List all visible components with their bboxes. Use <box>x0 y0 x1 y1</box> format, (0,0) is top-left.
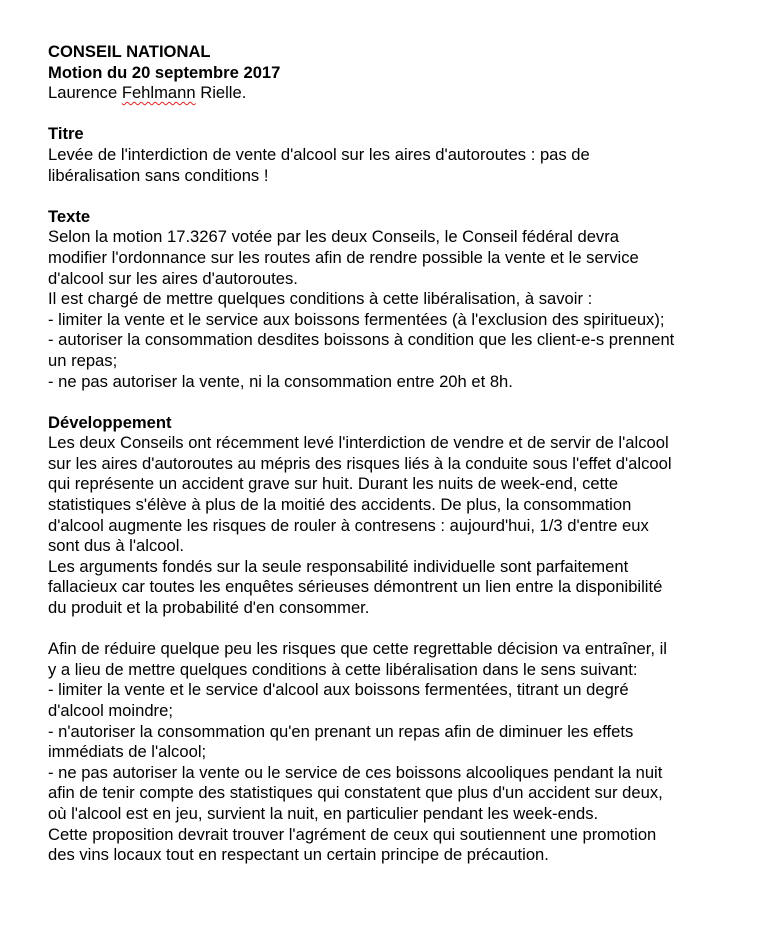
author-last-name: Rielle. <box>195 83 247 103</box>
spacer <box>48 104 748 125</box>
texte-line: - autoriser la consommation desdites boissons à condition que les client-e-s prennent <box>48 330 675 350</box>
titre-line: Levée de l'interdiction de vente d'alcool sur les aires d'autoroutes : pas de <box>48 144 590 164</box>
texte-line: modifier l'ordonnance sur les routes afin de rendre possible la vente et le service <box>48 247 639 267</box>
council-heading: CONSEIL NATIONAL <box>48 42 211 61</box>
texte-line: Il est chargé de mettre quelques conditions à cette libéralisation, à savoir : <box>48 289 593 309</box>
developpement-line: - n'autoriser la consommation qu'en prenant un repas afin de diminuer les effets <box>48 721 634 741</box>
texte-line: Selon la motion 17.3267 votée par les deux Conseils, le Conseil fédéral devra <box>48 227 619 247</box>
developpement-line: Afin de réduire quelque peu les risques que cette regrettable décision va entraîner, il <box>48 639 667 659</box>
spacer <box>48 619 748 640</box>
developpement-line: - ne pas autoriser la vente ou le service de ces boissons alcooliques pendant la nuit <box>48 762 663 782</box>
author-surname-misspelled: Fehlmann <box>121 83 196 103</box>
developpement-line: - limiter la vente et le service d'alcool aux boissons fermentées, titrant un degré <box>48 680 629 700</box>
section-heading-titre: Titre <box>48 124 84 144</box>
author-line <box>48 83 748 104</box>
motion-date: Motion du 20 septembre 2017 <box>48 62 281 82</box>
section-texte <box>48 207 748 392</box>
section-developpement <box>48 413 748 866</box>
developpement-line: sur les aires d'autoroutes au mépris des risques liés à la conduite sous l'effet d'alcool <box>48 453 672 473</box>
spacer <box>48 186 748 207</box>
titre-line: libéralisation sans conditions ! <box>48 165 269 185</box>
texte-line: - limiter la vente et le service aux boissons fermentées (à l'exclusion des spiritueux); <box>48 309 665 329</box>
developpement-line: Les deux Conseils ont récemment levé l'interdiction de vendre et de servir de l'alcool <box>48 433 669 453</box>
developpement-line: où l'alcool est en jeu, survient la nuit, en particulier pendant les week-ends. <box>48 803 599 823</box>
section-titre <box>48 124 748 186</box>
section-heading-developpement: Développement <box>48 412 172 432</box>
spacer <box>48 392 748 413</box>
developpement-line: Les arguments fondés sur la seule responsabilité individuelle sont parfaitement <box>48 556 629 576</box>
developpement-line: fallacieux car toutes les enquêtes sérieuses démontrent un lien entre la disponibilité <box>48 577 663 597</box>
developpement-line: sont dus à l'alcool. <box>48 536 184 556</box>
developpement-line: immédiats de l'alcool; <box>48 742 207 762</box>
developpement-line: Cette proposition devrait trouver l'agrément de ceux qui soutiennent une promotion <box>48 824 657 844</box>
section-heading-texte: Texte <box>48 206 91 226</box>
developpement-line: du produit et la probabilité d'en consommer. <box>48 598 370 618</box>
developpement-line: y a lieu de mettre quelques conditions à cette libéralisation dans le sens suivant: <box>48 659 638 679</box>
developpement-line: d'alcool moindre; <box>48 701 173 720</box>
developpement-line: statistiques s'élève à plus de la moitié des accidents. De plus, la consommation <box>48 495 632 515</box>
developpement-line: afin de tenir compte des statistiques qui constatent que plus d'un accident sur deux, <box>48 783 663 803</box>
texte-line: un repas; <box>48 350 118 370</box>
developpement-line: d'alcool augmente les risques de rouler à contresens : aujourd'hui, 1/3 d'entre eux <box>48 515 649 535</box>
texte-line: d'alcool sur les aires d'autoroutes. <box>48 268 298 288</box>
document-page <box>48 42 748 866</box>
developpement-line: des vins locaux tout en respectant un certain principe de précaution. <box>48 845 549 865</box>
developpement-line: qui représente un accident grave sur huit. Durant les nuits de week-end, cette <box>48 474 619 494</box>
author-first-name: Laurence <box>48 83 122 103</box>
texte-line: - ne pas autoriser la vente, ni la consommation entre 20h et 8h. <box>48 371 513 391</box>
